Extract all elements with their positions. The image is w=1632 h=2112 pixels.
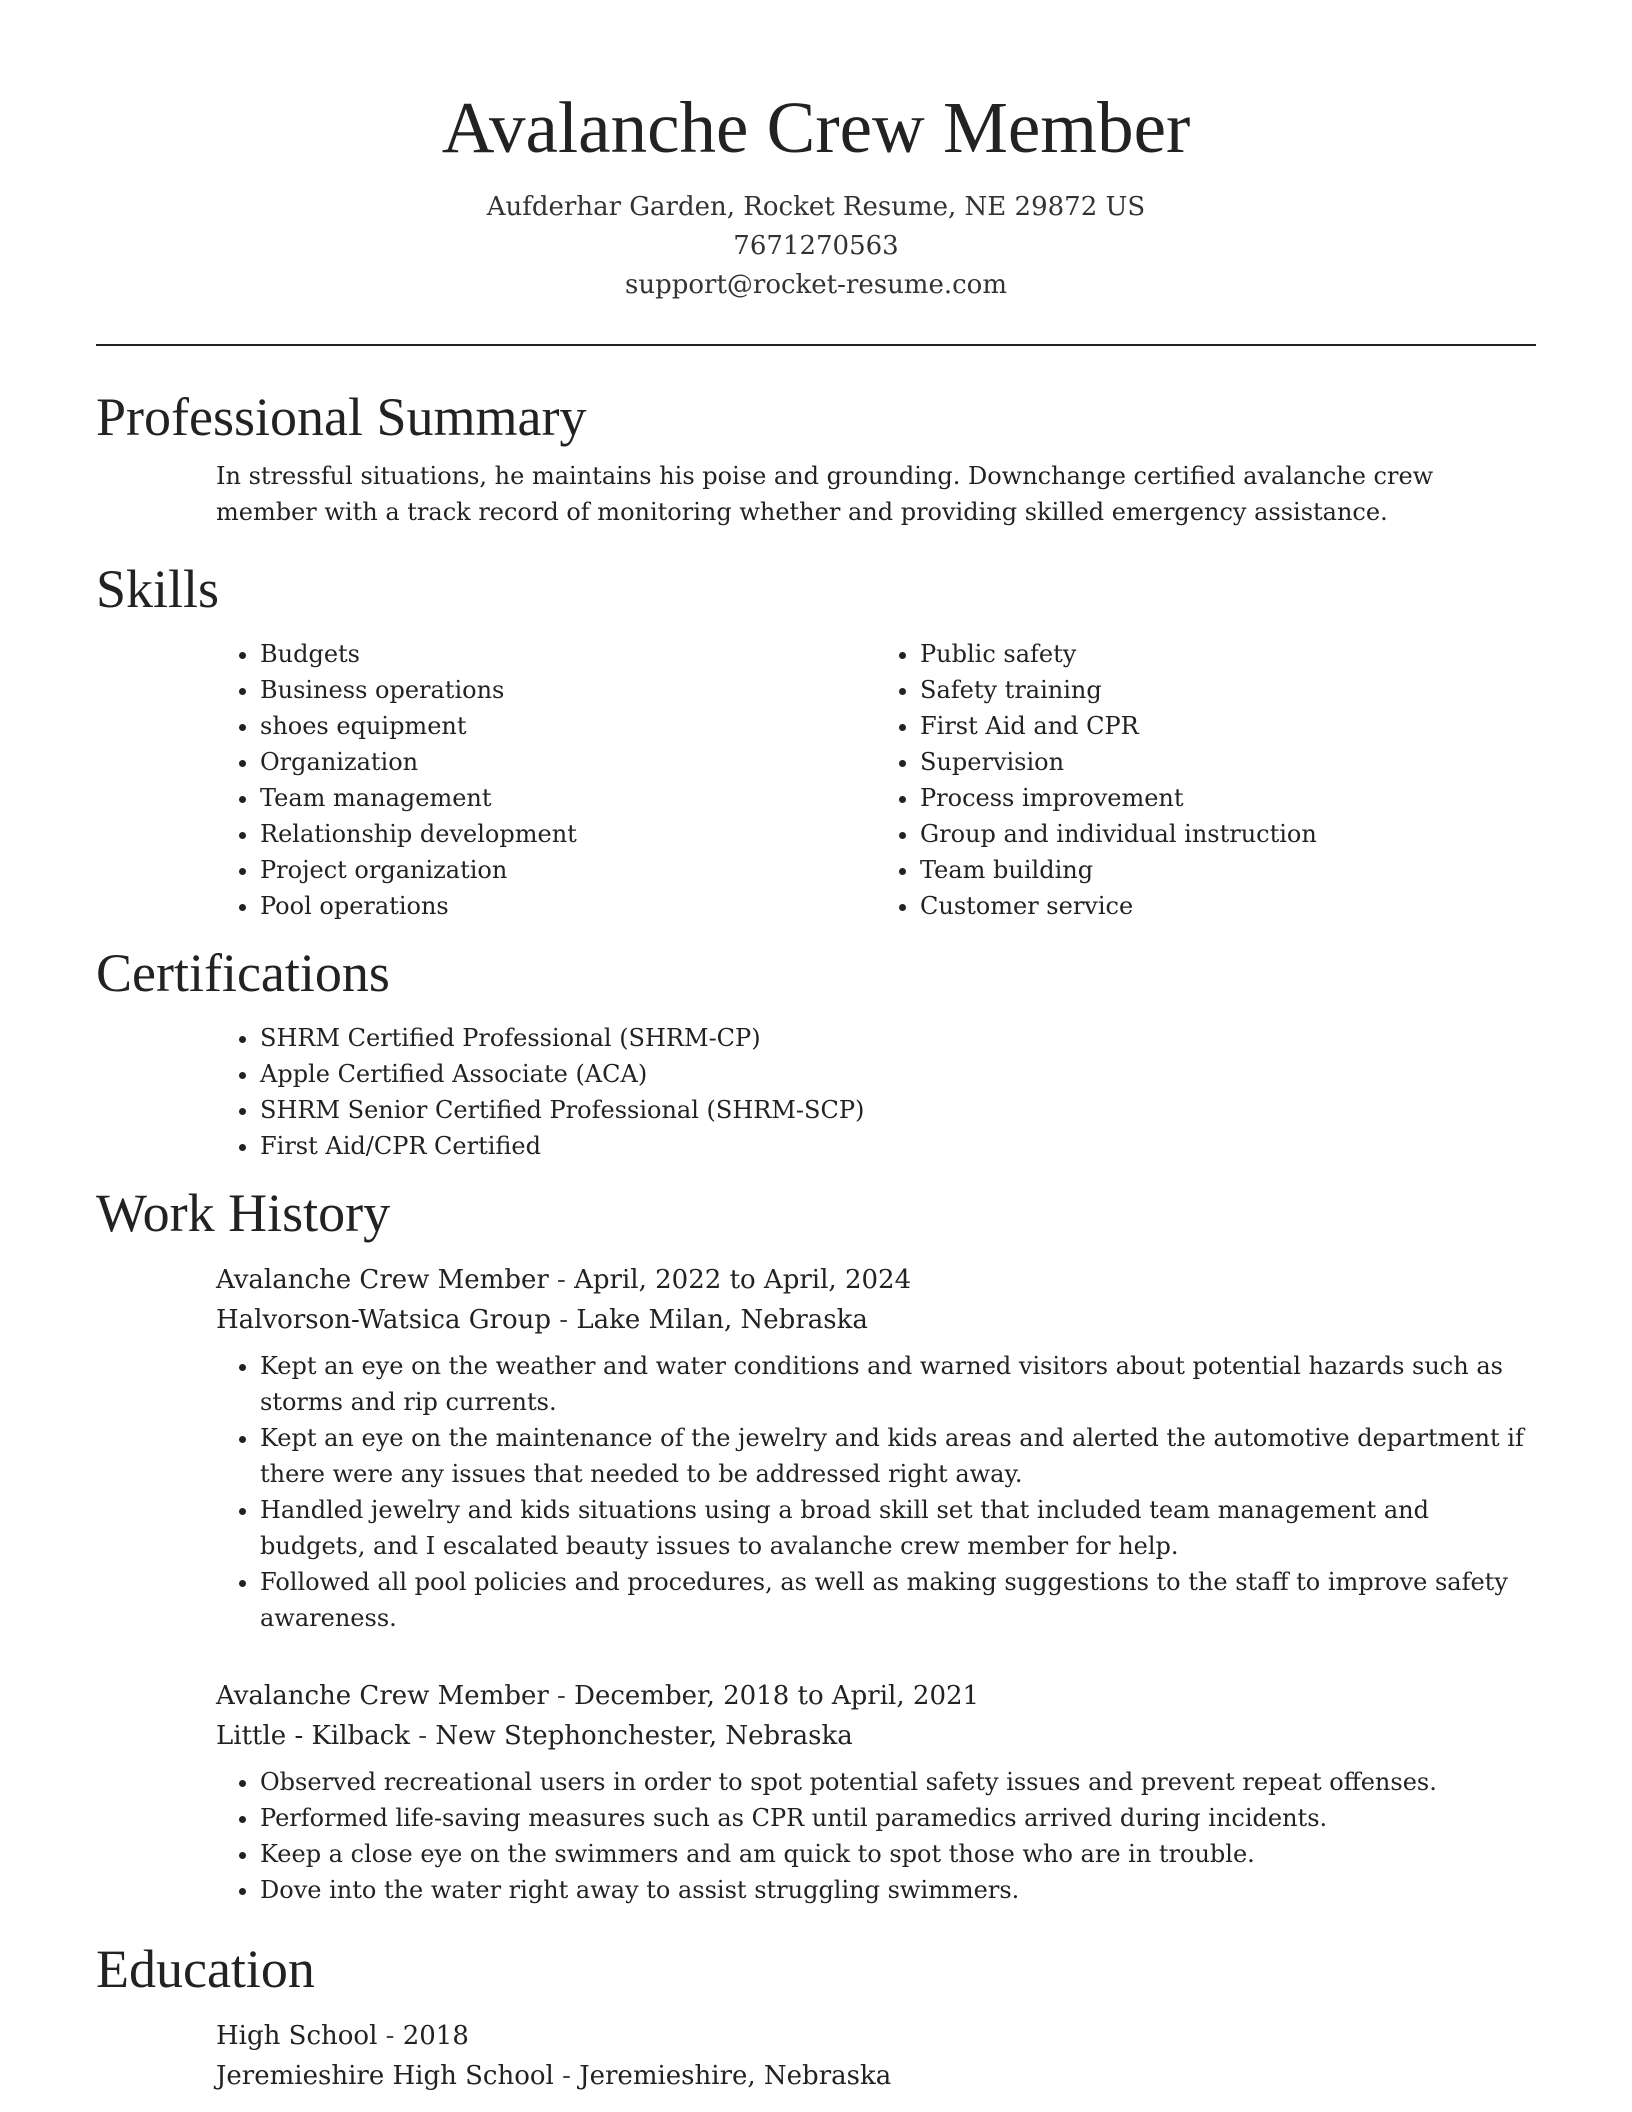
job-entry: [96, 1260, 1536, 1636]
skill-item: • Pool operations: [260, 888, 876, 924]
job-bullet: • Performed life-saving measures such as CPR until paramedics arrived during incidents.: [260, 1800, 1536, 1836]
education-degree-line: [216, 2016, 1536, 2056]
skill-item: • Customer service: [920, 888, 1536, 924]
job-company: Halvorson-Watsica Group: [216, 1305, 552, 1335]
education-school-line: [216, 2056, 1536, 2096]
job-title: Avalanche Crew Member: [216, 1681, 549, 1711]
job-company: Little - Kilback: [216, 1721, 411, 1751]
work-history-heading: Work History: [96, 1183, 391, 1243]
job-company-line: [216, 1716, 1536, 1756]
summary-text: In stressful situations, he maintains his poise and grounding. Downchange certified avalanche crew member with a track record of monitoring whether and providing skilled emergency assistance.: [216, 462, 1434, 526]
job-company-line: [216, 1300, 1536, 1340]
separator: -: [410, 1721, 436, 1751]
job-bullet: • Observed recreational users in order to spot potential safety issues and prevent repeat offenses.: [260, 1764, 1536, 1800]
job-bullet: • Followed all pool policies and procedures, as well as making suggestions to the staff to improve safety awareness.: [260, 1564, 1536, 1636]
skill-item: • Team building: [920, 852, 1536, 888]
certification-item: • SHRM Senior Certified Professional (SHRM-SCP): [260, 1092, 1536, 1128]
certification-item: • Apple Certified Associate (ACA): [260, 1056, 1536, 1092]
resume-header: [96, 0, 1536, 346]
job-bullet: • Keep a close eye on the swimmers and am quick to spot those who are in trouble.: [260, 1836, 1536, 1872]
candidate-name: Avalanche Crew Member: [441, 87, 1191, 168]
skills-list-left: [216, 636, 876, 924]
skill-item: • Project organization: [260, 852, 876, 888]
education-heading: Education: [96, 1939, 315, 1999]
address-text: Aufderhar Garden, Rocket Resume, NE 29872 US: [486, 192, 1146, 222]
job-bullets: [216, 1764, 1536, 1908]
skills-section: [96, 558, 1536, 924]
summary-section: [96, 386, 1536, 530]
education-year: 2018: [402, 2021, 469, 2051]
skill-item: • First Aid and CPR: [920, 708, 1536, 744]
skill-item: • Safety training: [920, 672, 1536, 708]
separator: -: [548, 1681, 575, 1711]
skill-item: • Team management: [260, 780, 876, 816]
phone-text: 7671270563: [733, 231, 899, 261]
certification-item: • First Aid/CPR Certified: [260, 1128, 1536, 1164]
job-dates: December, 2018 to April, 2021: [574, 1681, 980, 1711]
skills-heading: Skills: [96, 559, 220, 619]
separator: -: [377, 2021, 403, 2051]
skill-item: • Public safety: [920, 636, 1536, 672]
header-divider: [96, 344, 1536, 346]
education-location: Jeremieshire, Nebraska: [579, 2061, 892, 2091]
certification-item: • SHRM Certified Professional (SHRM-CP): [260, 1020, 1536, 1056]
skill-item: • Organization: [260, 744, 876, 780]
skill-item: • Group and individual instruction: [920, 816, 1536, 852]
certifications-list: [96, 1020, 1536, 1164]
job-bullet: • Kept an eye on the maintenance of the jewelry and kids areas and alerted the automotive department if there were any issues that needed to be addressed right away.: [260, 1420, 1536, 1492]
skill-item: • Supervision: [920, 744, 1536, 780]
job-dates: April, 2022 to April, 2024: [574, 1265, 912, 1295]
education-entry: [96, 2016, 1536, 2096]
education-school: Jeremieshire High School: [216, 2061, 554, 2091]
skill-item: • Process improvement: [920, 780, 1536, 816]
education-section: [96, 1938, 1536, 2096]
skill-item: • Budgets: [260, 636, 876, 672]
separator: -: [548, 1265, 575, 1295]
work-history-section: [96, 1182, 1536, 1908]
job-location: New Stephonchester, Nebraska: [435, 1721, 853, 1751]
job-bullet: • Kept an eye on the weather and water conditions and warned visitors about potential hazards such as storms and rip currents.: [260, 1348, 1536, 1420]
job-title: Avalanche Crew Member: [216, 1265, 549, 1295]
skill-item: • shoes equipment: [260, 708, 876, 744]
certifications-heading: Certifications: [96, 943, 390, 1003]
job-entry: [96, 1676, 1536, 1908]
resume-page: [96, 0, 1536, 2096]
email-text: support@rocket-resume.com: [624, 270, 1007, 300]
skills-list-right: [876, 636, 1536, 924]
skills-columns: [96, 636, 1536, 924]
skill-item: • Relationship development: [260, 816, 876, 852]
separator: -: [551, 1305, 577, 1335]
certifications-section: [96, 942, 1536, 1164]
skill-item: • Business operations: [260, 672, 876, 708]
summary-heading: Professional Summary: [96, 387, 587, 447]
separator: -: [553, 2061, 580, 2091]
job-title-line: [216, 1260, 1536, 1300]
job-bullets: [216, 1348, 1536, 1636]
contact-block: [96, 188, 1536, 305]
job-bullet: • Dove into the water right away to assist struggling swimmers.: [260, 1872, 1536, 1908]
job-bullet: • Handled jewelry and kids situations using a broad skill set that included team management and budgets, and I escalated beauty issues to avalanche crew member for help.: [260, 1492, 1536, 1564]
job-title-line: [216, 1676, 1536, 1716]
job-location: Lake Milan, Nebraska: [576, 1305, 868, 1335]
education-degree: High School: [216, 2021, 378, 2051]
